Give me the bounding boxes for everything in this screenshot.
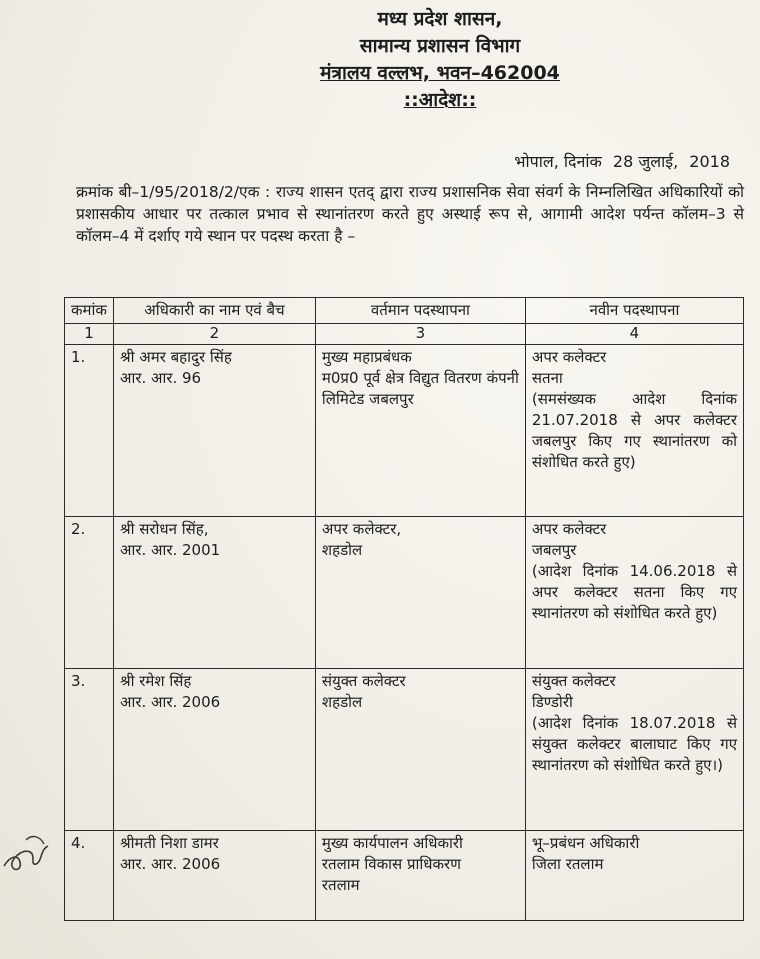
column-number: 2	[113, 324, 315, 345]
date-place: भोपाल, दिनांक	[514, 152, 602, 171]
row-sno: 2.	[65, 517, 114, 669]
header-address: मंत्रालय वल्लभ, भवन–462004	[320, 62, 560, 84]
row-new-posting: अपर कलेक्टर सतना (समसंख्यक आदेश दिनांक 21.07.2018 से अपर कलेक्टर जबलपुर किए गए स्थानांतरण को संशोधित करते हुए)	[525, 345, 743, 517]
header-current-posting: वर्तमान पदस्थापना	[315, 298, 525, 324]
row-current-posting: संयुक्त कलेक्टर शहडोल	[315, 669, 525, 831]
order-title: ::आदेश::	[403, 89, 477, 111]
row-officer: श्री रमेश सिंह आर. आर. 2006	[113, 669, 315, 831]
row-sno: 4.	[65, 831, 114, 921]
header-name: अधिकारी का नाम एवं बैच	[113, 298, 315, 324]
column-number-row	[65, 324, 744, 345]
order-paragraph	[76, 181, 744, 247]
header-government: मध्य प्रदेश शासन,	[377, 8, 503, 30]
column-number: 3	[315, 324, 525, 345]
header-department: सामान्य प्रशासन विभाग	[359, 35, 521, 57]
row-current-posting: अपर कलेक्टर, शहडोल	[315, 517, 525, 669]
transfer-table	[64, 297, 744, 921]
row-new-posting: भू–प्रबंधन अधिकारी जिला रतलाम	[525, 831, 743, 921]
row-current-posting: मुख्य कार्यपालन अधिकारी रतलाम विकास प्राधिकरण रतलाम	[315, 831, 525, 921]
table-row	[65, 517, 744, 669]
date-year: 2018	[689, 152, 730, 171]
row-officer: श्रीमती निशा डामर आर. आर. 2006	[113, 831, 315, 921]
handwritten-initials	[0, 826, 58, 880]
row-sno: 1.	[65, 345, 114, 517]
date-day: 28 जुलाई,	[612, 152, 679, 171]
order-reference: क्रमांक बी–1/95/2018/2/एक :	[76, 183, 271, 201]
row-current-posting: मुख्य महाप्रबंधक म0प्र0 पूर्व क्षेत्र विद्युत वितरण कंपनी लिमिटेड जबलपुर	[315, 345, 525, 517]
row-new-posting: संयुक्त कलेक्टर डिण्डोरी (आदेश दिनांक 18.07.2018 से संयुक्त कलेक्टर बालाघाट किए गए स्थानांतरण को संशोधित करते हुए।)	[525, 669, 743, 831]
row-sno: 3.	[65, 669, 114, 831]
table-header-row	[65, 298, 744, 324]
letterhead	[0, 6, 760, 114]
table-row	[65, 831, 744, 921]
column-number: 1	[65, 324, 114, 345]
header-sno: कमांक	[65, 298, 114, 324]
order-text: राज्य शासन एतद् द्वारा राज्य प्रशासनिक सेवा संवर्ग के निम्नलिखित अधिकारियों को प्रशासकीय आधार पर तत्काल प्रभाव से स्थानांतरण करते हुए अस्थाई रूप से, आगामी आदेश पर्यन्त कॉलम–3 से कॉलम–4 में दर्शाए गये स्थान पर पदस्थ करता है –	[76, 183, 744, 245]
date-line	[508, 150, 730, 172]
table-row	[65, 345, 744, 517]
row-new-posting: अपर कलेक्टर जबलपुर (आदेश दिनांक 14.06.2018 से अपर कलेक्टर सतना किए गए स्थानांतरण को संशोधित करते हुए)	[525, 517, 743, 669]
row-officer: श्री अमर बहादुर सिंह आर. आर. 96	[113, 345, 315, 517]
row-officer: श्री सरोधन सिंह, आर. आर. 2001	[113, 517, 315, 669]
header-new-posting: नवीन पदस्थापना	[525, 298, 743, 324]
column-number: 4	[525, 324, 743, 345]
table-row	[65, 669, 744, 831]
